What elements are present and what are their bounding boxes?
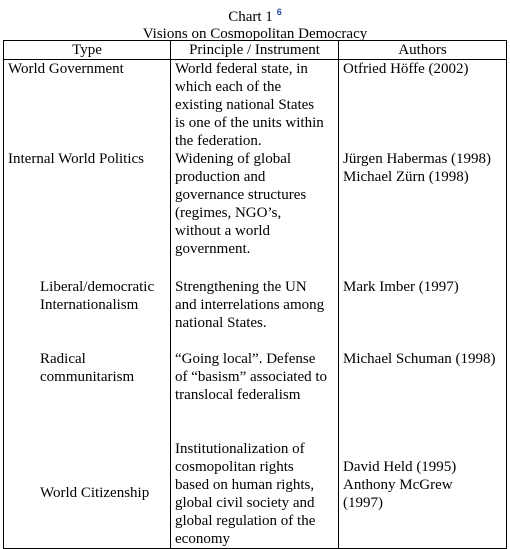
type-text: World Citizenship (40, 484, 150, 501)
principle-text: government. (175, 241, 251, 257)
table-row (4, 278, 507, 350)
principle-text: without a world (175, 223, 270, 239)
type-text: communitarism (40, 369, 135, 385)
principle-cell (171, 438, 339, 548)
author-text: Anthony McGrew (343, 476, 453, 493)
visions-table (3, 40, 507, 549)
principle-text: global civil society and (175, 494, 315, 511)
type-text: World Government (8, 61, 124, 77)
author-text: Mark Imber (1997) (343, 279, 459, 295)
authors-cell (339, 438, 507, 548)
header-authors: Authors (339, 41, 507, 60)
authors-cell (339, 150, 507, 278)
chart-subtitle: Visions on Cosmopolitan Democracy (142, 26, 368, 42)
author-text: (1997) (343, 494, 383, 511)
principle-cell (171, 60, 339, 151)
type-text: Radical (40, 351, 86, 367)
principle-text: governance structures (175, 187, 307, 203)
principle-text: which each of the (175, 79, 282, 95)
principle-text: economy (175, 530, 230, 547)
table-row (4, 438, 507, 548)
authors-cell (339, 60, 507, 151)
table-header-row (4, 41, 507, 60)
chart-title (0, 4, 510, 26)
footnote-reference[interactable]: 6 (276, 7, 282, 17)
author-text: Michael Schuman (1998) (343, 351, 496, 367)
author-text: Michael Zürn (1998) (343, 169, 469, 185)
header-principle: Principle / Instrument (171, 41, 339, 60)
type-cell (4, 438, 171, 548)
principle-cell (171, 350, 339, 438)
principle-cell (171, 278, 339, 350)
principle-text: national States. (175, 315, 267, 331)
authors-cell (339, 350, 507, 438)
principle-text: the federation. (175, 133, 262, 149)
chart-title-block (0, 0, 510, 43)
principle-text: translocal federalism (175, 387, 301, 403)
principle-text: existing national States (175, 97, 315, 113)
type-cell (4, 150, 171, 278)
type-text: Liberal/democratic (40, 279, 155, 295)
table-row (4, 60, 507, 151)
principle-text: Institutionalization of (175, 440, 305, 457)
type-cell (4, 60, 171, 151)
type-text: Internal World Politics (8, 151, 144, 167)
principle-text: of “basism” associated to (175, 369, 328, 385)
type-cell (4, 350, 171, 438)
type-cell (4, 278, 171, 350)
principle-text: Strengthening the UN (175, 279, 307, 295)
table-row (4, 350, 507, 438)
principle-cell (171, 150, 339, 278)
principle-text: cosmopolitan rights (175, 458, 294, 475)
principle-text: production and (175, 169, 266, 185)
principle-text: based on human rights, (175, 476, 315, 493)
author-text: Otfried Höffe (2002) (343, 61, 469, 77)
author-text: Jürgen Habermas (1998) (343, 151, 492, 167)
principle-text: and interrelations among (175, 297, 325, 313)
principle-text: World federal state, in (175, 61, 308, 77)
principle-text: is one of the units within (175, 115, 324, 131)
principle-text: “Going local”. Defense (175, 351, 316, 367)
header-type: Type (4, 41, 171, 60)
principle-text: Widening of global (175, 151, 292, 167)
author-text: David Held (1995) (343, 458, 457, 475)
type-text: Internationalism (40, 297, 139, 313)
chart-title-text: Chart 1 (228, 9, 273, 25)
table-row (4, 150, 507, 278)
principle-text: (regimes, NGO’s, (175, 205, 282, 221)
principle-text: global regulation of the (175, 512, 316, 529)
authors-cell (339, 278, 507, 350)
